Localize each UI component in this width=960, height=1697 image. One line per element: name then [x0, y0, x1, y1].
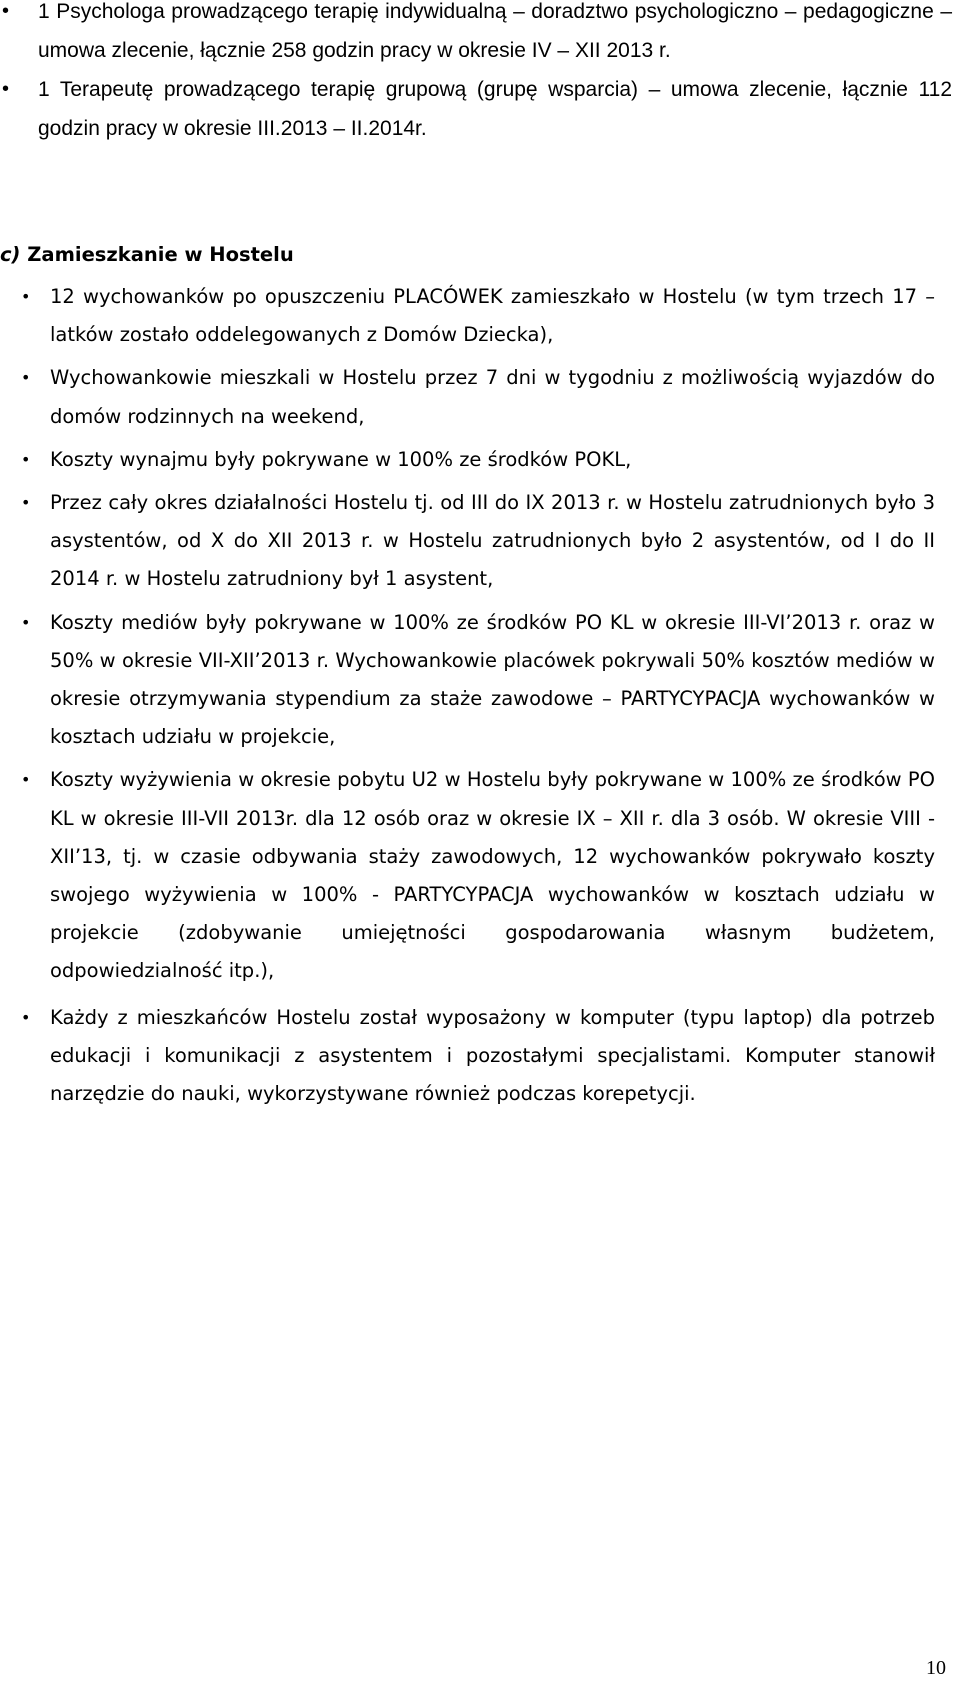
list-item-text: Koszty mediów były pokrywane w 100% ze środków PO KL w okresie III-VI’2013 r. oraz w 50% w okresie VII-XII’2013 r. Wychowankowie placówek pokrywali 50% kosztów mediów w okresie otrzymywania stypendium za staże zawodowe – PARTYCYPACJA wychowanków w kosztach udziału w projekcie, [50, 610, 935, 749]
section-title: Zamieszkanie w Hostelu [27, 243, 294, 266]
bullet-icon: • [21, 449, 31, 469]
list-item [0, 484, 935, 599]
bullet-icon: • [21, 493, 31, 513]
list-item-text: Każdy z mieszkańców Hostelu został wyposażony w komputer (typu laptop) dla potrzeb edukacji i komunikacji z asystentem i pozostałymi specjalistami. Komputer stanowił narzędzie do nauki, wykorzystywane również podczas korepetycji. [50, 1005, 935, 1106]
list-item-text: Koszty wyżywienia w okresie pobytu U2 w Hostelu były pokrywane w 100% ze środków PO KL w okresie III-VII 2013r. dla 12 osób oraz w okresie IX – XII r. dla 3 osób. W okresie VIII - XII’13, tj. w czasie odbywania staży zawodowych, 12 wychowanków pokrywało koszty swojego wyżywienia w 100% - PARTYCYPACJA wychowanków w kosztach udziału w projekcie (zdobywanie umiejętności gospodarowania własnym budżetem, odpowiedzialność itp.), [50, 768, 935, 983]
page-number: 10 [926, 1657, 946, 1679]
hostel-list [0, 278, 935, 1113]
bullet-icon: • [2, 78, 10, 100]
bullet-icon: • [21, 612, 31, 632]
bullet-icon: • [21, 287, 31, 306]
list-item-text: Koszty wynajmu były pokrywane w 100% ze środków POKL, [50, 447, 632, 471]
list-item [0, 278, 935, 354]
list-item [0, 604, 935, 757]
list-item [0, 70, 960, 148]
list-item-text: 1 Psychologa prowadzącego terapię indywidualną – doradztwo psychologiczno – pedagogiczne – umowa zlecenie, łącznie 258 godzin pracy w okresie IV – XII 2013 r. [38, 0, 952, 62]
section-label: c) [0, 243, 21, 266]
list-item-text: 1 Terapeutę prowadzącego terapię grupową (grupę wsparcia) – umowa zlecenie, łącznie 112 godzin pracy w okresie III.2013 – II.2014r. [38, 78, 952, 140]
list-item-text: 12 wychowanków po opuszczeniu PLACÓWEK zamieszkało w Hostelu (w tym trzech 17 – latków zostało oddelegowanych z Domów Dziecka), [50, 285, 935, 347]
list-item [0, 761, 935, 990]
list-item-text: Przez cały okres działalności Hostelu tj. od III do IX 2013 r. w Hostelu zatrudnionych było 3 asystentów, od X do XII 2013 r. w Hostelu zatrudnionych było 2 asystentów, od I do II 2014 r. w Hostelu zatrudniony był 1 asystent, [50, 491, 935, 591]
staff-list [0, 0, 960, 148]
list-item-text: Wychowankowie mieszkali w Hostelu przez 7 dni w tygodniu z możliwością wyjazdów do domów rodzinnych na weekend, [50, 366, 935, 428]
bullet-icon: • [21, 770, 31, 790]
list-item [0, 359, 935, 435]
section-heading [0, 237, 294, 273]
bullet-icon: • [21, 1007, 31, 1027]
bullet-icon: • [21, 368, 31, 388]
list-item [0, 0, 960, 70]
list-item [0, 441, 935, 479]
list-item [0, 999, 935, 1114]
bullet-icon: • [2, 0, 10, 22]
